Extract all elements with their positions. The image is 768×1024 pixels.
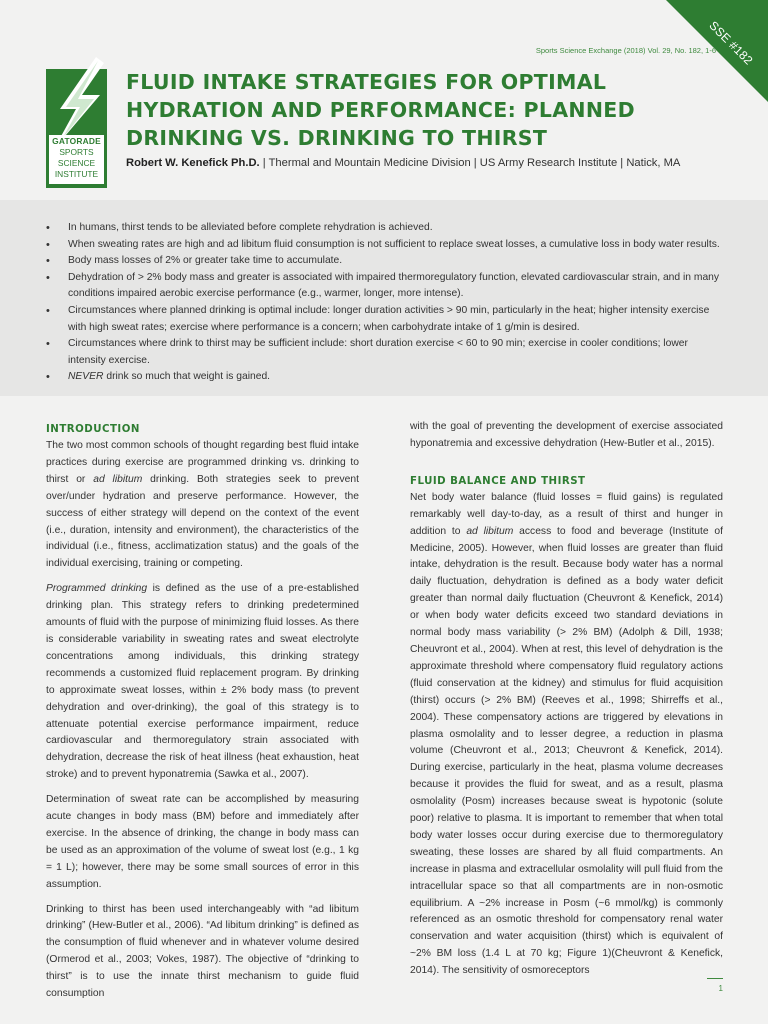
key-points-list — [46, 220, 726, 386]
intro-paragraph-1 — [46, 438, 359, 573]
fluid-balance-heading: FLUID BALANCE AND THIRST — [410, 475, 586, 487]
fluid-p1-italic: ad libitum — [466, 525, 514, 537]
left-column — [46, 421, 359, 1011]
key-point-never — [46, 369, 726, 386]
article-title — [126, 68, 646, 152]
key-points-box — [0, 200, 768, 396]
intro-p2-text: is defined as the use of a pre-established drinking plan. This strategy refers to drinking predetermined amounts of fluid with the purpose of minimizing fluid losses. As there is considerable variability in sweating rates and sweat electrolyte concentrations among individuals, this drinking strategy recommends a customized fluid replacement program. By drinking to approximate sweat losses, within ± 2% body mass (to prevent dehydration and over-drinking), the goal of this strategy is to attenuate potential exercise performance impairment, reduce cardiovascular and thermoregulatory strain associated with dehydration, decrease the risk of heat illness (heat exhaustion, heat stroke) and to prevent hyponatremia (Sawka et al., 2007). — [46, 583, 359, 781]
title-line-3: DRINKING VS. DRINKING TO THIRST — [126, 126, 548, 150]
logo-line-3: SCIENCE — [57, 158, 96, 168]
intro-p1-italic: ad libitum — [93, 473, 143, 485]
title-line-1: FLUID INTAKE STRATEGIES FOR OPTIMAL — [126, 70, 607, 94]
key-point-never-text: drink so much that weight is gained. — [103, 371, 271, 383]
intro-paragraph-3: Determination of sweat rate can be accomplished by measuring acute changes in body mass (BM) before and immediately after exercise. In the absence of drinking, the change in body mass can be used as an approximation of the volume of sweat lost (e.g., 1 kg = 1 L); however, there may be some small sources of error in this assumption. — [46, 794, 359, 890]
logo-line-2: SPORTS — [59, 147, 94, 157]
programmed-drinking-term: Programmed drinking — [46, 583, 148, 595]
fluid-balance-paragraph — [410, 490, 723, 980]
fluid-p1-text-c: access to food and beverage (Institute of Medicine, 2005). However, when fluid losses are greater than fluid intake, dehydration is the result. Because body water has a normal daily fluctuation, dehydration is defined as a body water deficit greater than normal daily fluctuation (Cheuvront & Kenefick, 2014) or when body water deficits exceed two standard deviations in normal body mass variability (> 2% BM) (Adolph & Dill, 1938; Cheuvront et al., 2004). When at rest, this level of dehydration is the approximate threshold where compensatory fluid regulatory actions (fluid conservation at the kidney) and stimulus for fluid acquisition (thirst) occurs (> 2% BM) (Reeves et al., 1998; Shirreffs et al., 2004). These compensatory actions are triggered by elevations in plasma osmolality and to lesser degree, a reduction in plasma volume (Cheuvront et al., 2013; Cheuvront & Kenefick, 2014). During exercise, particularly in the heat, plasma volume decreases because it provides the fluid for sweat, and as a result, plasma osmolality (Posm) increases because sweat is hypotonic (solute poor) relative to plasma. It is important to remember that when total body water losses occur during exercise due to thermoregulatory sweating, these losses are shared by all fluid compartments. An increase in plasma and extracellular osmolality will pull fluid from the intracellular space so that all compartments are in non-osmotic equilibrium. A ~2% increase in Posm (~6 mmol/kg) is commonly referenced as an osmotic threshold for compensatory renal water conservation and water acquisition (thirst) which is equivalent of ~2% BM loss (1.4 L at 70 kg; Figure 1)(Cheuvront & Kenefick, 2014). The sensitivity of osmoreceptors — [410, 525, 723, 977]
logo-line-1: GATORADE — [52, 136, 101, 146]
author-line — [126, 157, 680, 169]
key-point: • Dehydration of > 2% body mass and greater is associated with impaired thermoregulatory function, elevated cardiovascular strain, and in many conditions impaired aerobic exercise performance (e.g., warmer, longer, more intense). — [46, 270, 726, 303]
right-column — [410, 419, 723, 988]
logo-line-4: INSTITUTE — [54, 169, 99, 179]
sse-tag: SSE #182 — [706, 18, 756, 68]
key-point: • Circumstances where planned drinking is optimal include: longer duration activities > 90 min, particularly in the heat; higher intensity exercise with high sweat rates; exercise where performance is a concern; when carbohydrate intake of 1 g/min is desired. — [46, 303, 726, 336]
title-line-2: HYDRATION AND PERFORMANCE: PLANNED — [126, 98, 635, 122]
author-name: Robert W. Kenefick Ph.D. — [126, 157, 260, 169]
intro-paragraph-4-continued: with the goal of preventing the development of exercise associated hyponatremia and excessive dehydration (Hew-Butler et al., 2015). — [410, 421, 723, 449]
corner-ribbon — [658, 0, 768, 110]
gatorade-sports-science-institute-logo — [46, 57, 107, 188]
fluid-p1-text-a: Net body water balance (fluid losses = fluid gains) is regulated remarkably well day-to-day, as a result of thirst and hunger in addition to — [410, 491, 723, 537]
intro-p1-text-c: drinking. Both strategies seek to prevent over/under hydration and preserve performance. However, the success of either strategy will depend on the context of the event (i.e., duration, intensity and environment), the characteristics of the individual (i.e., fitness, acclimatization status) and the goals of the individual exercising, training or competing. — [46, 473, 359, 570]
page-number-rule — [707, 978, 723, 979]
intro-p1-text-a: The two most common schools of thought regarding best fluid intake practices during exercise are programmed drinking vs. drinking to thirst or — [46, 440, 359, 485]
intro-paragraph-2 — [46, 581, 359, 784]
page-number: 1 — [718, 984, 723, 993]
intro-paragraph-4: Drinking to thirst has been used interchangeably with “ad libitum drinking” (Hew-Butler et al., 2006). “Ad libitum drinking” is defined as the consumption of fluid whenever and in whatever volume desired (Ormerod et al., 2003; Vokes, 1987). The objective of “drinking to thirst” is to use the innate thirst mechanism to guide fluid consumption — [46, 903, 359, 1000]
introduction-heading: INTRODUCTION — [46, 424, 140, 435]
never-emphasis: NEVER — [68, 371, 104, 383]
key-point: • When sweating rates are high and ad libitum fluid consumption is not sufficient to replace sweat losses, a cumulative loss in body water results. — [46, 237, 726, 254]
journal-citation: Sports Science Exchange (2018) Vol. 29, No. 182, 1-6 — [535, 46, 716, 55]
key-point: • Body mass losses of 2% or greater take time to accumulate. — [46, 253, 726, 270]
key-point: • In humans, thirst tends to be alleviated before complete rehydration is achieved. — [46, 220, 726, 237]
key-point: • Circumstances where drink to thirst may be sufficient include: short duration exercise < 60 to 90 min; exercise in cooler conditions; lower intensity exercise. — [46, 336, 726, 369]
author-affiliation: | Thermal and Mountain Medicine Division | US Army Research Institute | Natick, MA — [259, 157, 681, 169]
